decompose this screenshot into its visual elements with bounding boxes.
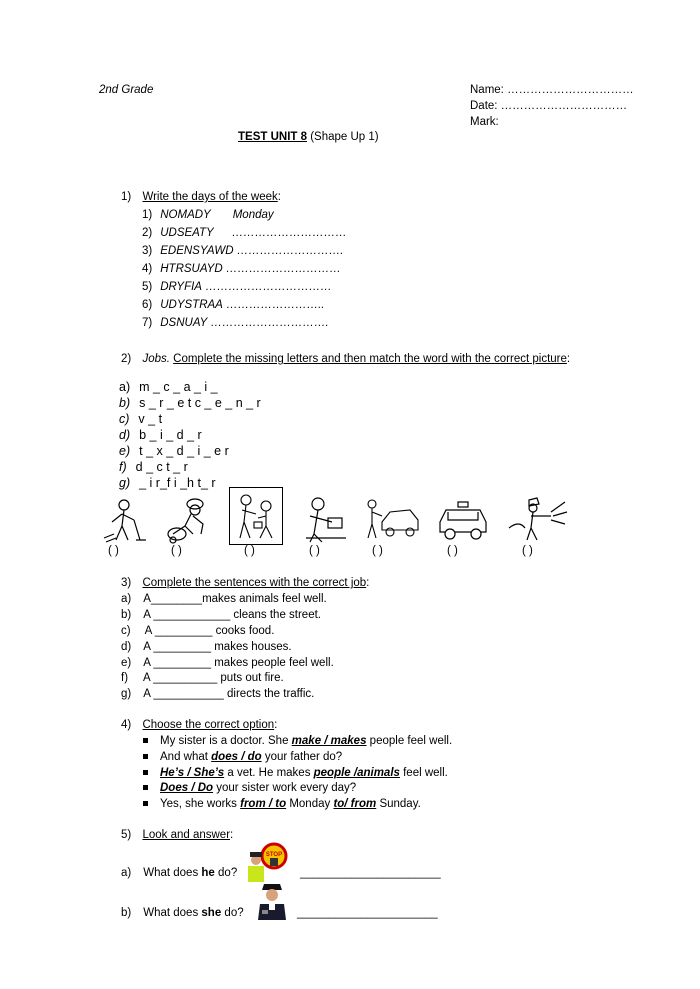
q3-colon: : [366,577,370,589]
match-bracket: ( ) [447,545,458,557]
q1-number: 1) [121,191,132,203]
firefighter-picture [505,494,575,544]
doctor-picture [230,488,282,544]
title-rest: (Shape Up 1) [307,131,379,143]
q3-item: c) A _________ cooks food. [121,625,275,637]
q2-item: e) t _ x _ d _ i _ e r [119,444,229,458]
q3-title: Complete the sentences with the correct job [142,577,367,589]
q5-question-b: b) What does she do? [121,907,244,919]
q1-item: 2) UDSEATY ………………………… [142,227,347,239]
q2-jobs-label: Jobs. [142,353,170,365]
traffic-warden-picture [244,842,294,882]
match-bracket: ( ) [522,545,533,557]
q3-heading [121,577,369,589]
police-officer-picture [254,882,290,920]
q4-title: Choose the correct option [142,719,275,731]
q3-item: a) A________makes animals feel well. [121,593,327,605]
q1-item: 1) NOMADY Monday [142,209,274,221]
q5-question-a: a) What does he do? [121,867,238,879]
taxi-picture [436,500,490,542]
q4-sentence: Yes, she works from / to Monday to/ from Sunday. [143,798,421,810]
q5-heading [121,829,233,841]
q1-item: 4) HTRSUAYD ………………………… [142,263,341,275]
bullet-icon [143,770,148,775]
q4-sentence: Does / Do your sister work every day? [143,782,356,794]
q2-item: d) b _ i _ d _ r [119,428,202,442]
answer-line-a[interactable]: ______________________ [300,867,441,879]
q4-number: 4) [121,719,132,731]
vet-picture [300,494,350,544]
doctor-picture-frame [229,487,283,545]
q2-item: g) _ i r_f i _h t_ r [119,476,216,490]
q1-title: Write the days of the week [142,191,278,203]
match-bracket: ( ) [171,545,182,557]
q5-number: 5) [121,829,132,841]
bullet-icon [143,785,148,790]
q3-item: d) A _________ makes houses. [121,641,292,653]
q1-colon: : [277,191,281,203]
match-bracket: ( ) [309,545,320,557]
q2-colon: : [566,353,571,365]
q1-item: 7) DSNUAY …………………………. [142,317,329,329]
q2-item: f) d _ c t _ r [119,460,188,474]
match-bracket: ( ) [372,545,383,557]
q3-item: e) A _________ makes people feel well. [121,657,334,669]
builder-picture [163,494,213,544]
bullet-icon [143,801,148,806]
q1-heading [121,191,281,203]
q2-heading [121,353,570,365]
date-field: Date: …………………………… [470,100,628,112]
name-field: Name: …………………………… [470,84,634,96]
q4-sentence: He’s / She’s a vet. He makes people /animals feel well. [143,767,448,779]
match-bracket: ( ) [244,545,255,557]
q1-item: 3) EDENSYAWD ………………………. [142,245,344,257]
stop-sign-text: STOP [265,852,283,858]
title-bold: TEST UNIT 8 [238,131,308,143]
q4-sentence: My sister is a doctor. She make / makes people feel well. [143,735,452,747]
q2-title: Complete the missing letters and then match the word with the correct picture [173,353,567,365]
grade-label: 2nd Grade [99,84,154,96]
q2-item: b) s _ r _ e t c _ e _ n _ r [119,396,261,410]
answer-line-b[interactable]: ______________________ [297,907,438,919]
q1-item: 5) DRYFIA …………………………… [142,281,332,293]
q1-item: 6) UDYSTRAA …………………….. [142,299,325,311]
q5-title: Look and answer [142,829,231,841]
match-bracket: ( ) [108,545,119,557]
q5-colon: : [230,829,234,841]
page-title [238,131,379,143]
q2-item: a) m _ c _ a _ i _ [119,380,218,394]
q3-item: g) A ___________ directs the traffic. [121,688,315,700]
q4-colon: : [274,719,278,731]
q4-sentence: And what does / do your father do? [143,751,342,763]
mark-field: Mark: [470,116,499,128]
q2-number: 2) [121,353,132,365]
bullet-icon [143,754,148,759]
mechanic-picture [360,496,422,542]
q2-item: c) v _ t [119,412,163,426]
q3-item: f) A __________ puts out fire. [121,672,284,684]
bullet-icon [143,738,148,743]
q3-number: 3) [121,577,132,589]
q3-item: b) A ____________ cleans the street. [121,609,321,621]
q4-heading [121,719,277,731]
street-cleaner-picture [100,496,150,544]
